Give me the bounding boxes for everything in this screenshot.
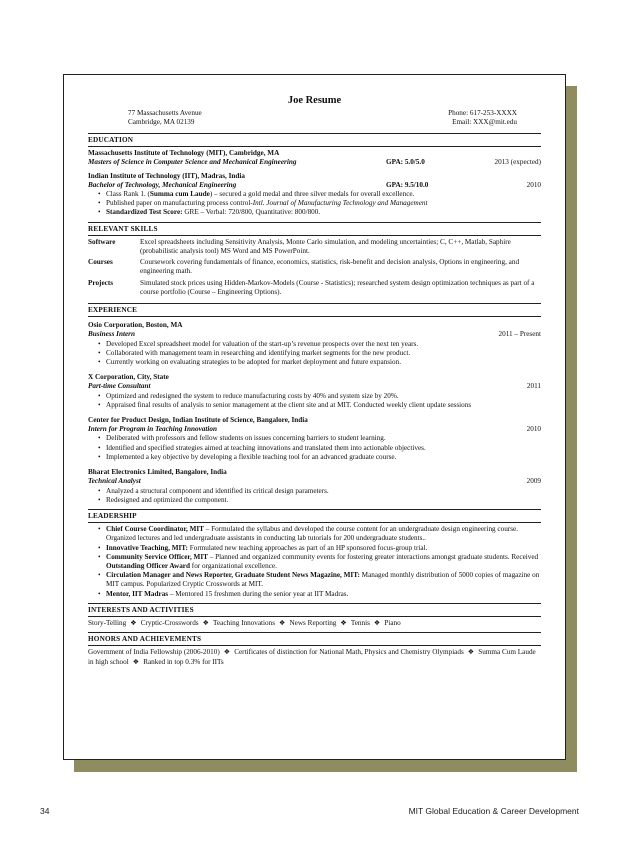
job-entry [88, 373, 541, 410]
address-line-2: Cambridge, MA 02139 [128, 118, 195, 127]
education-date: 2010 [526, 180, 541, 189]
address [128, 109, 202, 127]
leadership-item: • Community Service Officer, MIT – Planned and organized community events for fostering greater interactions amongst graduate students. Received Outstanding Officer Award for organizational excellence. [106, 553, 541, 571]
honor-item: Summa Cum Laude in high school [88, 648, 536, 666]
interest-item: Teaching Innovations [213, 618, 276, 627]
resume-name: Joe Resume [287, 95, 342, 106]
interest-item: Tennis [350, 618, 370, 627]
interest-item: Piano [384, 618, 401, 627]
interests-section [88, 603, 541, 628]
interest-item: Story-Telling [88, 618, 127, 627]
page-number: 34 [40, 806, 50, 816]
job-role: Technical Analyst [88, 477, 141, 486]
footer-publisher: MIT Global Education & Career Development [408, 806, 579, 816]
education-degree: Bachelor of Technology, Mechanical Engineering [88, 180, 237, 189]
education-degree-row [88, 158, 541, 167]
job-bullet: • Developed Excel spreadsheet model for valuation of the start-up’s revenue prospects over the next ten years. [106, 340, 541, 349]
leadership-heading: LEADERSHIP [88, 509, 541, 523]
job-role-row [88, 477, 541, 486]
job-org: Osio Corporation, Boston, MA [88, 321, 183, 330]
skills-value: Excel spreadsheets including Sensitivity Analysis, Monte Carlo simulation, and modeling uncertainties; C, C++, Matlab, Saphire (probabilistic analysis tool) MS Word and MS PowerPoint. [140, 237, 511, 256]
experience-section [88, 303, 541, 505]
education-heading: EDUCATION [88, 133, 541, 147]
honors-section [88, 632, 541, 667]
resume-sheet [63, 74, 566, 760]
job-role: Intern for Program in Teaching Innovation [88, 425, 217, 434]
leadership-section [88, 509, 541, 599]
job-entry [88, 416, 541, 462]
job-bullet: • Currently working on evaluating strategies to be adopted for market deployment and future expansion. [106, 358, 541, 367]
job-bullets [88, 340, 541, 368]
job-role: Business Intern [88, 330, 135, 339]
education-org [88, 172, 541, 181]
job-role-row [88, 425, 541, 434]
address-line-1: 77 Massachusetts Avenue [128, 109, 202, 117]
education-degree-row [88, 181, 541, 190]
job-org: Bharat Electronics Limited, Bangalore, India [88, 468, 227, 477]
job-date: 2011 – Present [498, 330, 541, 339]
job-bullets [88, 392, 541, 410]
education-date: 2013 (expected) [494, 158, 541, 167]
diamond-separator-icon: ❖ [130, 618, 137, 627]
diamond-separator-icon: ❖ [340, 618, 347, 627]
job-date: 2009 [526, 477, 541, 486]
education-bullet: • Class Rank 1. (Summa cum Laude) – secured a gold medal and three silver medals for overall excellence. [106, 190, 541, 199]
diamond-separator-icon: ❖ [132, 657, 140, 666]
job-org: X Corporation, City, State [88, 373, 169, 382]
skills-heading: RELEVANT SKILLS [88, 222, 541, 236]
job-bullet: • Optimized and redesigned the system to reduce manufacturing costs by 40% and system size by 20%. [106, 392, 541, 401]
leadership-item: • Circulation Manager and News Reporter, Graduate Student News Magazine, MIT: Managed monthly distribution of 5000 copies of magazine on MIT campus. Popularized Cryptic Crosswords at MIT. [106, 571, 541, 589]
interests-list [88, 619, 541, 628]
job-bullets [88, 487, 541, 505]
interest-item: Cryptic-Crosswords [140, 618, 199, 627]
job-role-row [88, 382, 541, 391]
job-bullet: • Implemented a key objective by developing a flexible teaching tool for an advanced graduate course. [106, 453, 541, 462]
honor-item: Certificates of distinction for National Math, Physics and Chemistry Olympiads [234, 648, 464, 657]
job-bullet: • Identified and specified strategies aimed at teaching innovations and translated them into actionable objectives. [106, 444, 541, 453]
skills-section [88, 222, 541, 299]
leadership-list [88, 525, 541, 599]
leadership-item: • Innovative Teaching, MIT: Formulated new teaching approaches as part of an HP sponsored focus-group trial. [106, 544, 541, 553]
skills-label: Software [88, 237, 116, 246]
diamond-separator-icon: ❖ [467, 648, 475, 657]
diamond-separator-icon: ❖ [279, 618, 286, 627]
education-org [88, 149, 541, 158]
job-bullet: • Appraised final results of analysis to senior management at the client site and at MIT. Conducted weekly client update sessions [106, 401, 541, 410]
honors-heading: HONORS AND ACHIEVEMENTS [88, 632, 541, 646]
resume-body [88, 95, 541, 667]
leadership-item: • Chief Course Coordinator, MIT – Formulated the syllabus and developed the course content for an undergraduate design engineering course. Organized lectures and led undergraduate assistants in conducting lab tutorials for 200 undergraduate students.. [106, 525, 541, 543]
education-bullet: • Standardized Test Score: GRE – Verbal: 720/800, Quantitative: 800/800. [106, 208, 541, 217]
phone: Phone: 617-253-XXXX [448, 109, 517, 117]
leadership-item: • Mentor, IIT Madras – Mentored 15 freshmen during the senior year at IIT Madras. [106, 590, 541, 599]
diamond-separator-icon: ❖ [373, 618, 381, 627]
job-org: Center for Product Design, Indian Institute of Science, Bangalore, India [88, 416, 308, 425]
job-bullets [88, 434, 541, 462]
skills-label: Projects [88, 278, 114, 287]
education-section [88, 133, 541, 218]
education-gpa: GPA: 9.5/10.0 [386, 180, 429, 189]
education-org-name: Massachusetts Institute of Technology (MIT), Cambridge, MA [88, 149, 280, 158]
job-bullet: • Collaborated with management team in researching and identifying market segments for the new product. [106, 349, 541, 358]
diamond-separator-icon: ❖ [202, 618, 210, 627]
job-date: 2011 [526, 382, 541, 391]
job-bullet: • Redesigned and optimized the component. [106, 496, 541, 505]
education-bullets [88, 190, 541, 218]
contact-block [88, 109, 541, 129]
interest-item: News Reporting [289, 618, 337, 627]
job-date: 2010 [526, 425, 541, 434]
skills-label: Courses [88, 258, 113, 267]
job-entry [88, 468, 541, 505]
honor-item: Ranked in top 0.3% for IITs [143, 657, 224, 666]
education-degree: Masters of Science in Computer Science and Mechanical Engineering [88, 158, 297, 167]
experience-heading: EXPERIENCE [88, 303, 541, 317]
phone-email [448, 109, 517, 127]
job-role: Part-time Consultant [88, 382, 151, 391]
job-bullet: • Analyzed a structural component and identified its critical design parameters. [106, 487, 541, 496]
diamond-separator-icon: ❖ [223, 648, 231, 657]
education-org-name: Indian Institute of Technology (IIT), Madras, India [88, 171, 245, 180]
skills-value: Simulated stock prices using Hidden-Markov-Models (Course - Statistics); researched system design optimization techniques as part of a course portfolio (Course – Engineering Options). [140, 278, 535, 296]
education-bullet: • Published paper on manufacturing process control-Intl. Journal of Manufacturing Technology and Management [106, 199, 541, 208]
honor-item: Government of India Fellowship (2006-2010) [88, 648, 220, 657]
job-entry [88, 321, 541, 367]
education-gpa: GPA: 5.0/5.0 [386, 158, 425, 167]
job-role-row [88, 330, 541, 339]
email: Email: XXX@mit.edu [452, 118, 517, 127]
skills-grid [88, 238, 541, 299]
job-bullet: • Deliberated with professors and fellow students on issues concerning barriers to student learning. [106, 434, 541, 443]
skills-value: Coursework covering fundamentals of finance, economics, statistics, risk-benefit and decision analysis, Options in engineering, and engineering math. [140, 258, 520, 276]
interests-heading: INTERESTS AND ACTIVITIES [88, 603, 541, 617]
honors-list [88, 648, 541, 666]
